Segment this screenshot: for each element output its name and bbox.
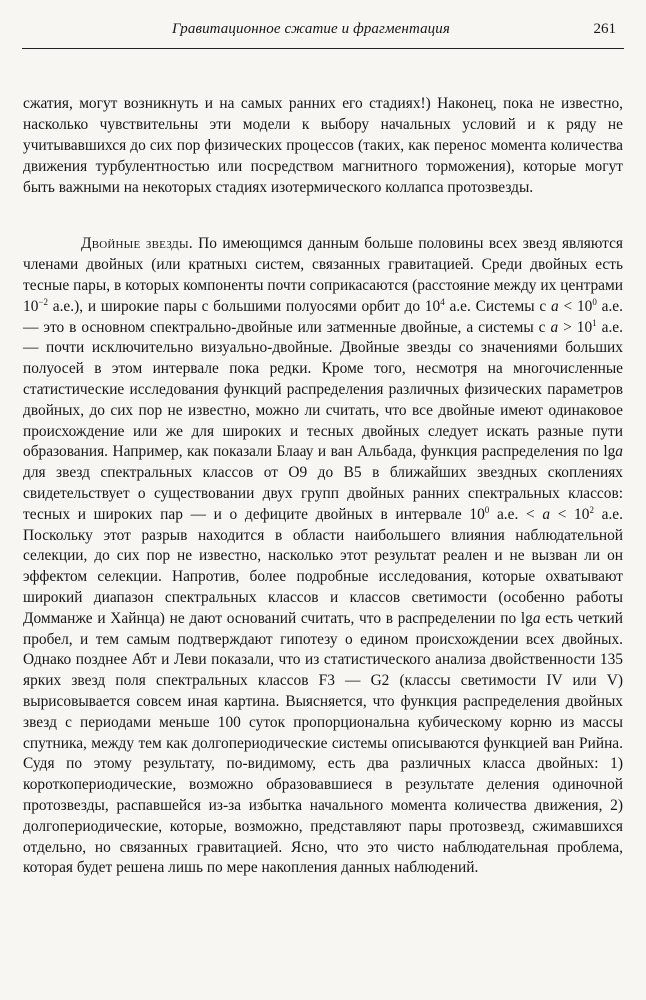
math-variable: a	[615, 443, 623, 461]
superscript: 1	[592, 317, 597, 328]
text-run: а.е.), и широкие пары с большими полуосями орбит до 10	[47, 297, 441, 315]
superscript: 4	[440, 296, 445, 307]
text-run: есть четкий пробел, и тем самым подтверждают гипотезу о едином происхождении всех двойных. Однако позднее Абт и Леви показали, что из статистического анализа двойственности 135 ярких звезд поля спектральных классов F3 — G2 (классы светимости IV или V) вырисовывается совсем иная картина. Выясняется, что функция распределения двойных звезд с периодами меньше 100 суток пропорциональна кубическому корню из массы спутника, между тем как долгопериодические системы описываются функцией ван Рийна. Судя по этому результату, по-видимому, есть два различных класса двойных: 1) короткопериодические, возможно образовавшиеся в результате деления одиночной протозвезды, распавшейся из-за избытка начального момента количества движения, 2) долгопериодические, которые, возможно, представляют пары протозвезд, сжимавшихся отдельно, но связанных гравитацией. Ясно, что это чисто наблюдательная проблема, которая будет решена лишь по мере накопления данных наблюдений.	[23, 609, 624, 877]
superscript: 0	[592, 296, 597, 307]
text-run: а.е. — почти исключительно визуально-двойные. Двойные звезды со значениями больших полуосей в этом интервале пока редки. Кроме того, несмотря на многочисленные статистические исследования функций распределения различных физических параметров двойных, до сих пор не известно, можно ли считать, что все двойные имеют одинаковое происхождение или же для широких и тесных двойных следует искать разные пути образования. Например, как показали Блаау и ван Альбада, функция распределения по lg	[23, 318, 623, 461]
text-run: для звезд спектральных классов от O9 до B5 в ближайших звездных скоплениях свидетельствует о существовании двух групп двойных ранних спектральных классов: тесных и широких пар — и о дефиците двойных в интервале 10	[23, 464, 623, 523]
text-run: а.е. — это в основном спектрально-двойные или затменные двойные, а системы с	[23, 297, 623, 336]
paragraph-binary-stars	[23, 234, 623, 879]
math-variable: a	[532, 609, 541, 627]
page-number: 261	[593, 21, 616, 37]
text-run: а.е. Поскольку этот разрыв находится в области наибольшего влияния наблюдательной селекции, до сих пор не известно, насколько этот результат реален и не вызван ли он эффектом селекции. Напротив, более подробные исследования, которые охватывают широкий диапазон спектральных классов и классов светимости (особенно работы Домманже и Хайнца) не дают оснований считать, что в распределении по lg	[23, 505, 623, 627]
text-run: > 10	[558, 318, 593, 336]
superscript: 0	[484, 504, 490, 515]
page-header	[22, 18, 622, 44]
math-variable: a	[550, 318, 559, 336]
header-rule	[22, 48, 624, 49]
superscript: 2	[589, 504, 594, 515]
paragraph-continuation: сжатия, могут возникнуть и на самых ранних его стадиях!) Наконец, пока не известно, насколько чувствительны эти модели к выбору начальных условий и к ряду не учитывавшихся до сих пор физических процессов (таких, как перенос момента количества движения турбулентностью или посредством магнитного торможения), которые могут быть важными на некоторых стадиях изотермического коллапса протозвезды.	[23, 95, 623, 196]
text-run: а.е. <	[489, 505, 543, 523]
text-run: < 10	[550, 505, 590, 523]
text-run: а.е. Системы с	[444, 297, 551, 315]
section-run-in-heading: Двойные звезды.	[81, 235, 193, 253]
superscript: −2	[38, 296, 48, 307]
text-run: По имеющимся данным больше половины всех звезд являются членами двойных (или кратныхı систем, связанных гравитацией. Среди двойных есть тесные пары, в которых компоненты почти соприкасаются (расстояние между их центрами 10	[23, 235, 623, 315]
math-variable: a	[542, 505, 551, 523]
running-title: Гравитационное сжатие и фрагментация	[172, 21, 450, 37]
text-run: < 10	[558, 297, 593, 315]
math-variable: a	[551, 297, 559, 315]
